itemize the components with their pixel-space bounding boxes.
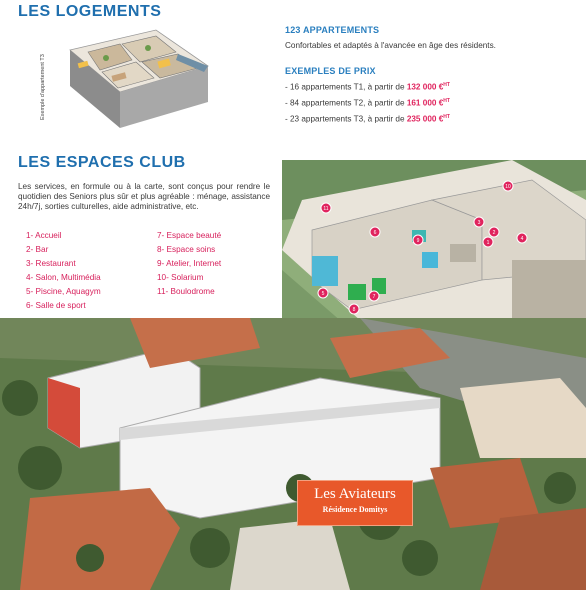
prices-title: EXEMPLES DE PRIX (285, 66, 376, 76)
price-line: - 84 appartements T2, à partir de 161 000 €$^{HT}$ (285, 98, 450, 108)
apartment-description: Confortables et adaptés à l'avancée en âge des résidents. (285, 41, 496, 50)
price-line: - 23 appartements T3, à partir de 235 000 €$^{HT}$ (285, 114, 450, 124)
club-item: 10- Solarium (157, 273, 204, 282)
map-number: 2 (492, 230, 496, 236)
aerial-view-image (0, 318, 586, 590)
club-spaces-image (282, 160, 586, 322)
map-number: 3 (477, 220, 481, 226)
map-number: 1 (486, 240, 490, 246)
club-item: 4- Salon, Multimédia (26, 273, 101, 282)
residence-subtitle: Résidence Domitys (322, 505, 388, 514)
section-title-club: LES ESPACES CLUB (18, 154, 186, 171)
map-number: 6 (373, 230, 377, 236)
section-title-logements: LES LOGEMENTS (18, 3, 162, 20)
map-number: 4 (520, 236, 524, 242)
map-number: 9 (416, 238, 420, 244)
map-number: 10 (505, 184, 511, 190)
club-item: 2- Bar (26, 245, 49, 254)
map-number: 5 (321, 291, 325, 297)
club-description: Les services, en formule ou à la carte, sont conçus pour rendre le quotidien des Seniors plus sûr et plus agréable : ménage, assistance 24h/7j, sorties culturelles, aide administrative, etc. (18, 182, 270, 211)
club-item: 7- Espace beauté (157, 231, 222, 240)
residence-badge (297, 480, 413, 526)
plan-label: Exemple d'appartement T3 (40, 54, 46, 120)
club-item: 8- Espace soins (157, 245, 216, 254)
club-item: 6- Salle de sport (26, 301, 86, 310)
floor-plan-image (58, 22, 210, 130)
club-item: 5- Piscine, Aquagym (26, 287, 101, 296)
club-item: 3- Restaurant (26, 259, 76, 268)
map-number: 11 (323, 206, 329, 212)
price-line: - 16 appartements T1, à partir de 132 000 €$^{HT}$ (285, 82, 450, 92)
apartment-count: 123 APPARTEMENTS (285, 25, 380, 35)
club-item: 1- Accueil (26, 231, 62, 240)
map-number: 7 (372, 294, 376, 300)
residence-name: Les Aviateurs (314, 486, 396, 502)
club-item: 9- Atelier, Internet (157, 259, 222, 268)
map-number: 8 (352, 307, 356, 313)
club-item: 11- Boulodrome (157, 287, 215, 296)
